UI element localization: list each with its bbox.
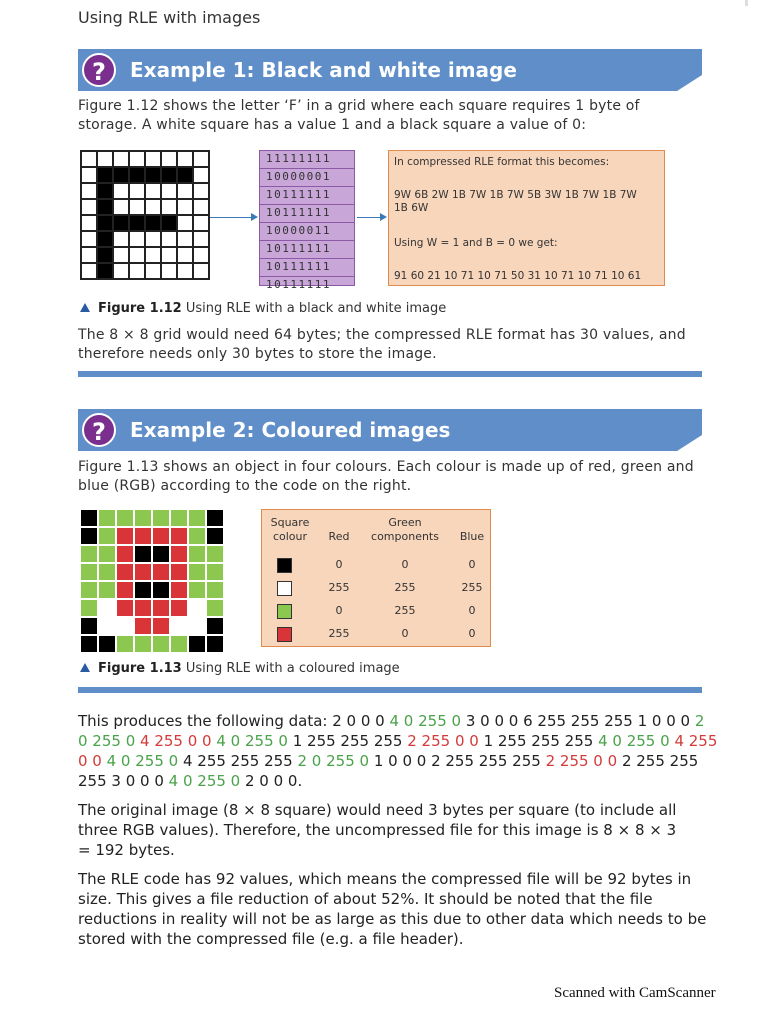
colour-cell: [152, 545, 170, 563]
grid-cell: [97, 183, 113, 199]
colour-cell: [170, 545, 188, 563]
figure-1-12-caption: [80, 301, 446, 316]
data-segment: 1 0 0 0 2 255 255 255: [373, 752, 546, 770]
colour-cell: [98, 635, 116, 653]
header-components: components: [371, 530, 439, 543]
example-1-intro: Figure 1.12 shows the letter ‘F’ in a grid where each square requires 1 byte of storage. A white square has a value 1 and a black square a value of 0:: [78, 98, 640, 133]
cell-green: 0: [401, 558, 409, 571]
data-segment: 4 0 255 0: [106, 752, 183, 770]
colour-cell: [80, 635, 98, 653]
binary-row: 11111111: [260, 151, 354, 169]
rle-mapping-text: Using W = 1 and B = 0 we get:: [394, 237, 558, 249]
colour-cell: [116, 509, 134, 527]
colour-cell: [98, 581, 116, 599]
question-icon: ?: [82, 53, 116, 87]
data-segment: 2 0 0 0: [332, 712, 390, 730]
data-segment: 4 255 0 0: [78, 732, 718, 770]
header-red: Red: [328, 530, 350, 543]
grid-cell: [161, 263, 177, 279]
colour-cell: [116, 545, 134, 563]
grid-cell: [161, 247, 177, 263]
binary-row: 10111111: [260, 259, 354, 277]
data-segment: 2 0 255 0: [78, 712, 705, 750]
colour-cell: [206, 617, 224, 635]
binary-row: 10000001: [260, 169, 354, 187]
grid-cell: [193, 231, 209, 247]
colour-cell: [206, 563, 224, 581]
grid-cell: [161, 199, 177, 215]
grid-cell: [145, 183, 161, 199]
question-icon: ?: [82, 413, 116, 447]
header-green: Green: [388, 516, 422, 529]
grid-cell: [145, 151, 161, 167]
grid-cell: [81, 231, 97, 247]
data-segment: 2 255 0 0: [407, 732, 484, 750]
colour-cell: [116, 617, 134, 635]
colour-cell: [134, 617, 152, 635]
cell-red: 0: [335, 558, 343, 571]
colour-cell: [134, 527, 152, 545]
colour-cell: [206, 527, 224, 545]
cell-blue: 0: [468, 558, 476, 571]
colour-cell: [80, 599, 98, 617]
colour-cell: [134, 563, 152, 581]
colour-cell: [152, 635, 170, 653]
rle-intro-text: In compressed RLE format this becomes:: [394, 156, 610, 168]
data-segment: 1 255 255 255: [483, 732, 599, 750]
colour-cell: [152, 599, 170, 617]
rle-result-box: [388, 150, 665, 286]
data-segment: 2 255 255 255 3 0 0 0: [78, 752, 699, 790]
grid-cell: [113, 215, 129, 231]
colour-cell: [170, 617, 188, 635]
data-segment: 4 0 255 0: [389, 712, 466, 730]
rgb-components-table: [261, 509, 491, 647]
colour-cell: [134, 599, 152, 617]
arrow-head-icon: [251, 213, 258, 221]
colour-cell: [188, 563, 206, 581]
grid-cell: [129, 167, 145, 183]
example-1-banner: [78, 49, 702, 91]
arrow-binary-to-rle: [357, 217, 381, 218]
colour-cell: [134, 545, 152, 563]
colour-cell: [188, 581, 206, 599]
grid-cell: [145, 231, 161, 247]
colour-swatch: [277, 558, 292, 573]
colour-cell: [152, 563, 170, 581]
grid-cell: [113, 199, 129, 215]
colour-cell: [170, 599, 188, 617]
grid-cell: [97, 167, 113, 183]
grid-cell: [177, 167, 193, 183]
cell-green: 0: [401, 627, 409, 640]
section-divider: [78, 371, 702, 377]
grid-cell: [129, 199, 145, 215]
grid-cell: [81, 151, 97, 167]
grid-cell: [161, 231, 177, 247]
grid-cell: [97, 199, 113, 215]
colour-cell: [188, 509, 206, 527]
grid-cell: [177, 183, 193, 199]
cell-red: 255: [328, 581, 350, 594]
grid-cell: [129, 215, 145, 231]
compression-paragraph: The RLE code has 92 values, which means the compressed file will be 92 bytes in size. This gives a file reduction of about 52%. It should be noted that the file reductions in reality will not be as large as this due to other data which needs to be stored with the compressed file (e.g. a file header).: [78, 870, 707, 948]
arrow-head-icon: [380, 213, 387, 221]
colour-cell: [98, 527, 116, 545]
cell-blue: 0: [468, 604, 476, 617]
data-segment: 4 0 255 0: [216, 732, 293, 750]
colour-cell: [152, 509, 170, 527]
section-divider: [78, 687, 702, 693]
caption-label: Figure 1.13: [98, 661, 182, 676]
page-title: Using RLE with images: [78, 8, 261, 27]
grid-cell: [81, 167, 97, 183]
grid-cell: [161, 183, 177, 199]
page-edge-mark: [745, 0, 748, 6]
colour-cell: [188, 545, 206, 563]
colour-cell: [134, 635, 152, 653]
grid-cell: [113, 183, 129, 199]
cell-blue: 255: [461, 581, 483, 594]
figure-1-13-caption: [80, 661, 400, 676]
caption-text: Using RLE with a coloured image: [185, 661, 400, 676]
data-segment: 4 0 255 0: [168, 772, 245, 790]
grid-cell: [129, 151, 145, 167]
header-square-colour: Square colour: [270, 516, 310, 543]
example-2-intro: Figure 1.13 shows an object in four colours. Each colour is made up of red, green and blue (RGB) according to the code on the right.: [78, 459, 694, 494]
colour-swatch: [277, 581, 292, 596]
data-segment: 2 255 0 0: [545, 752, 622, 770]
colour-cell: [170, 527, 188, 545]
grid-cell: [193, 167, 209, 183]
grid-cell: [193, 215, 209, 231]
grid-cell: [81, 183, 97, 199]
grid-cell: [81, 247, 97, 263]
grid-cell: [129, 247, 145, 263]
colour-cell: [206, 599, 224, 617]
example-2-title: Example 2: Coloured images: [130, 418, 451, 442]
colour-cell: [80, 581, 98, 599]
data-segment: 4 255 0 0: [140, 732, 217, 750]
grid-cell: [145, 215, 161, 231]
grid-cell: [97, 263, 113, 279]
cell-blue: 0: [468, 627, 476, 640]
grid-cell: [129, 231, 145, 247]
grid-cell: [97, 247, 113, 263]
grid-cell: [161, 151, 177, 167]
colour-cell: [98, 509, 116, 527]
binary-values-box: [259, 150, 355, 291]
colour-cell: [206, 509, 224, 527]
grid-cell: [161, 215, 177, 231]
grid-cell: [193, 151, 209, 167]
colour-cell: [116, 599, 134, 617]
coloured-object-grid: [80, 509, 224, 653]
grid-cell: [177, 215, 193, 231]
rle-data-paragraph: [78, 711, 718, 791]
grid-cell: [145, 167, 161, 183]
colour-cell: [80, 545, 98, 563]
grid-cell: [97, 231, 113, 247]
grid-cell: [113, 247, 129, 263]
grid-cell: [81, 199, 97, 215]
colour-cell: [206, 581, 224, 599]
grid-cell: [193, 183, 209, 199]
colour-cell: [170, 509, 188, 527]
colour-cell: [134, 509, 152, 527]
letter-f-grid: [80, 150, 210, 280]
grid-cell: [161, 167, 177, 183]
grid-cell: [193, 263, 209, 279]
original-size-paragraph: The original image (8 × 8 square) would need 3 bytes per square (to include all three RGB values). Therefore, the uncompressed file for this image is 8 × 8 × 3 = 192 bytes.: [78, 801, 677, 859]
colour-cell: [80, 563, 98, 581]
binary-row: 10000011: [260, 223, 354, 241]
cell-red: 0: [335, 604, 343, 617]
colour-swatch: [277, 627, 292, 642]
cell-red: 255: [328, 627, 350, 640]
grid-cell: [177, 247, 193, 263]
colour-cell: [98, 599, 116, 617]
colour-cell: [188, 527, 206, 545]
colour-cell: [116, 635, 134, 653]
colour-swatch: [277, 604, 292, 619]
triangle-icon: [80, 303, 90, 312]
binary-row: 10111111: [260, 241, 354, 259]
grid-cell: [177, 199, 193, 215]
grid-cell: [97, 215, 113, 231]
arrow-grid-to-binary: [210, 217, 252, 218]
data-segment: 1 255 255 255: [292, 732, 408, 750]
data-segment: 2 0 255 0: [297, 752, 374, 770]
triangle-icon: [80, 663, 90, 672]
binary-row: 10111111: [260, 187, 354, 205]
grid-cell: [113, 263, 129, 279]
colour-cell: [188, 617, 206, 635]
grid-cell: [193, 247, 209, 263]
grid-cell: [145, 247, 161, 263]
colour-cell: [80, 509, 98, 527]
example-1-title: Example 1: Black and white image: [130, 58, 517, 82]
scanner-watermark: Scanned with CamScanner: [554, 985, 716, 1001]
data-segment: 2 0 0 0.: [245, 772, 303, 790]
colour-cell: [116, 581, 134, 599]
grid-cell: [113, 151, 129, 167]
colour-cell: [188, 635, 206, 653]
colour-cell: [152, 617, 170, 635]
grid-cell: [113, 167, 129, 183]
grid-cell: [129, 183, 145, 199]
rle-letter-code: 9W 6B 2W 1B 7W 1B 7W 5B 3W 1B 7W 1B 7W 1B 6W: [394, 189, 637, 214]
grid-cell: [81, 215, 97, 231]
grid-cell: [81, 263, 97, 279]
colour-cell: [98, 563, 116, 581]
colour-cell: [152, 581, 170, 599]
colour-cell: [116, 563, 134, 581]
caption-label: Figure 1.12: [98, 301, 182, 316]
example-2-banner: [78, 409, 702, 451]
colour-cell: [80, 527, 98, 545]
colour-cell: [170, 563, 188, 581]
example-1-outro: The 8 × 8 grid would need 64 bytes; the compressed RLE format has 30 values, and therefore needs only 30 bytes to store the image.: [78, 327, 686, 362]
grid-cell: [177, 151, 193, 167]
caption-text: Using RLE with a black and white image: [185, 301, 447, 316]
data-segment: 4 255 255 255: [182, 752, 298, 770]
data-segment: 3 0 0 0 6 255 255 255 1 0 0 0: [465, 712, 695, 730]
grid-cell: [145, 199, 161, 215]
colour-cell: [152, 527, 170, 545]
rle-numeric-code: 91 60 21 10 71 10 71 50 31 10 71 10 71 10 61: [394, 270, 642, 282]
colour-cell: [134, 581, 152, 599]
grid-cell: [113, 231, 129, 247]
colour-cell: [206, 545, 224, 563]
colour-cell: [80, 617, 98, 635]
cell-green: 255: [394, 604, 416, 617]
colour-cell: [170, 635, 188, 653]
binary-row: 10111111: [260, 205, 354, 223]
grid-cell: [177, 231, 193, 247]
header-blue: Blue: [459, 530, 485, 543]
cell-green: 255: [394, 581, 416, 594]
binary-row: 10111111: [266, 278, 331, 291]
colour-cell: [116, 527, 134, 545]
colour-cell: [98, 617, 116, 635]
data-prefix: This produces the following data:: [78, 712, 333, 730]
colour-cell: [98, 545, 116, 563]
grid-cell: [145, 263, 161, 279]
grid-cell: [97, 151, 113, 167]
data-segment: 4 0 255 0: [598, 732, 675, 750]
grid-cell: [129, 263, 145, 279]
grid-cell: [177, 263, 193, 279]
colour-cell: [170, 581, 188, 599]
grid-cell: [193, 199, 209, 215]
colour-cell: [188, 599, 206, 617]
colour-cell: [206, 635, 224, 653]
